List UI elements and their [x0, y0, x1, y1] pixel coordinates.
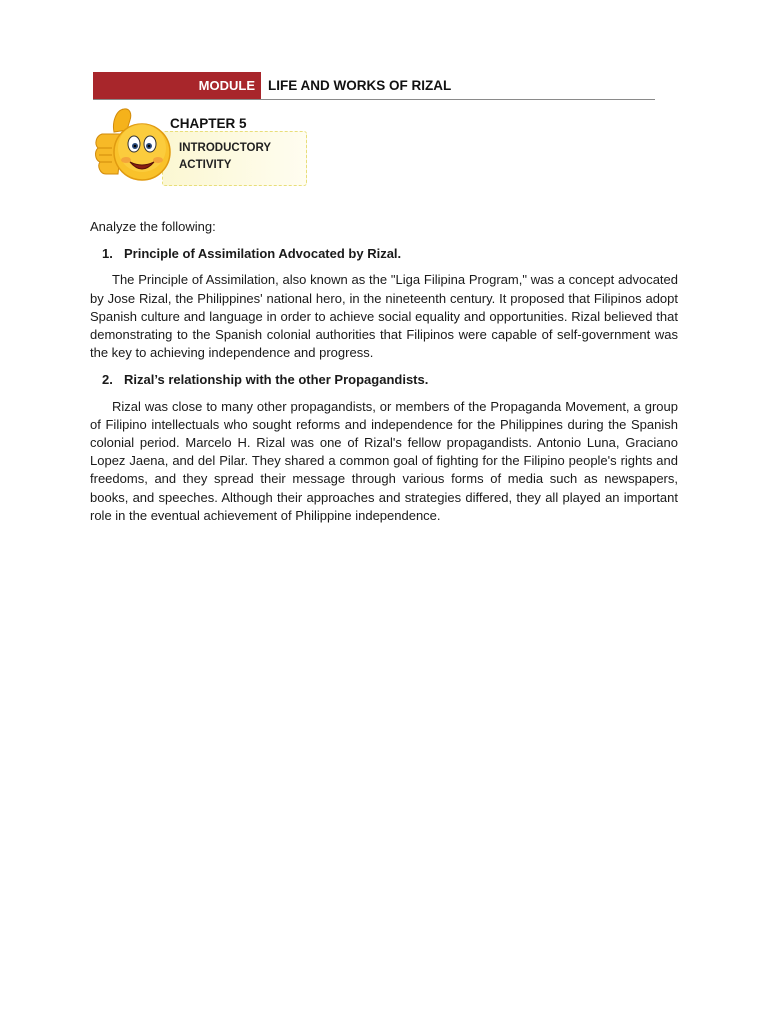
- intro-text: Analyze the following:: [90, 219, 216, 234]
- section-number: 2.: [102, 372, 113, 388]
- thumbs-up-smiley-icon: [92, 104, 176, 188]
- section-number: 1.: [102, 246, 113, 262]
- module-label: MODULE: [93, 72, 261, 99]
- section-heading-1: [90, 245, 678, 263]
- content-body: [90, 218, 678, 534]
- section-title: Principle of Assimilation Advocated by Rizal.: [124, 246, 402, 262]
- section-paragraph-1: The Principle of Assimilation, also known as the "Liga Filipina Program," was a concept advocated by Jose Rizal, the Philippines' national hero, in the nineteenth century. It proposed that Filipinos adopt Spanish culture and language in order to achieve social equality and opportunities. Rizal believed that demonstrating to the Spanish colonial authorities that Filipinos were capable of self-government was the key to achieving independence and progress.: [90, 272, 678, 361]
- activity-line-1: INTRODUCTORY: [179, 142, 271, 154]
- chapter-label: CHAPTER 5: [170, 116, 247, 131]
- section-title: Rizal’s relationship with the other Propagandists.: [124, 372, 429, 388]
- module-header: [93, 72, 655, 100]
- activity-line-2: ACTIVITY: [179, 159, 232, 171]
- module-title: LIFE AND WORKS OF RIZAL: [268, 78, 452, 93]
- chapter-banner: [92, 104, 314, 188]
- section-paragraph-2: Rizal was close to many other propagandists, or members of the Propaganda Movement, a group of Filipino intellectuals who sought reforms and independence for the Philippines during the Spanish colonial period. Marcelo H. Rizal was one of Rizal's fellow propagandists. Antonio Luna, Graciano Lopez Jaena, and del Pilar. They shared a common goal of fighting for the Filipino people's rights and freedoms, and they spread their message through various forms of media such as newspapers, books, and speeches. Although their approaches and strategies differed, they all played an important role in the eventual achievement of Philippine independence.: [90, 398, 678, 523]
- introductory-activity-label: [179, 140, 289, 174]
- section-heading-2: [90, 371, 678, 389]
